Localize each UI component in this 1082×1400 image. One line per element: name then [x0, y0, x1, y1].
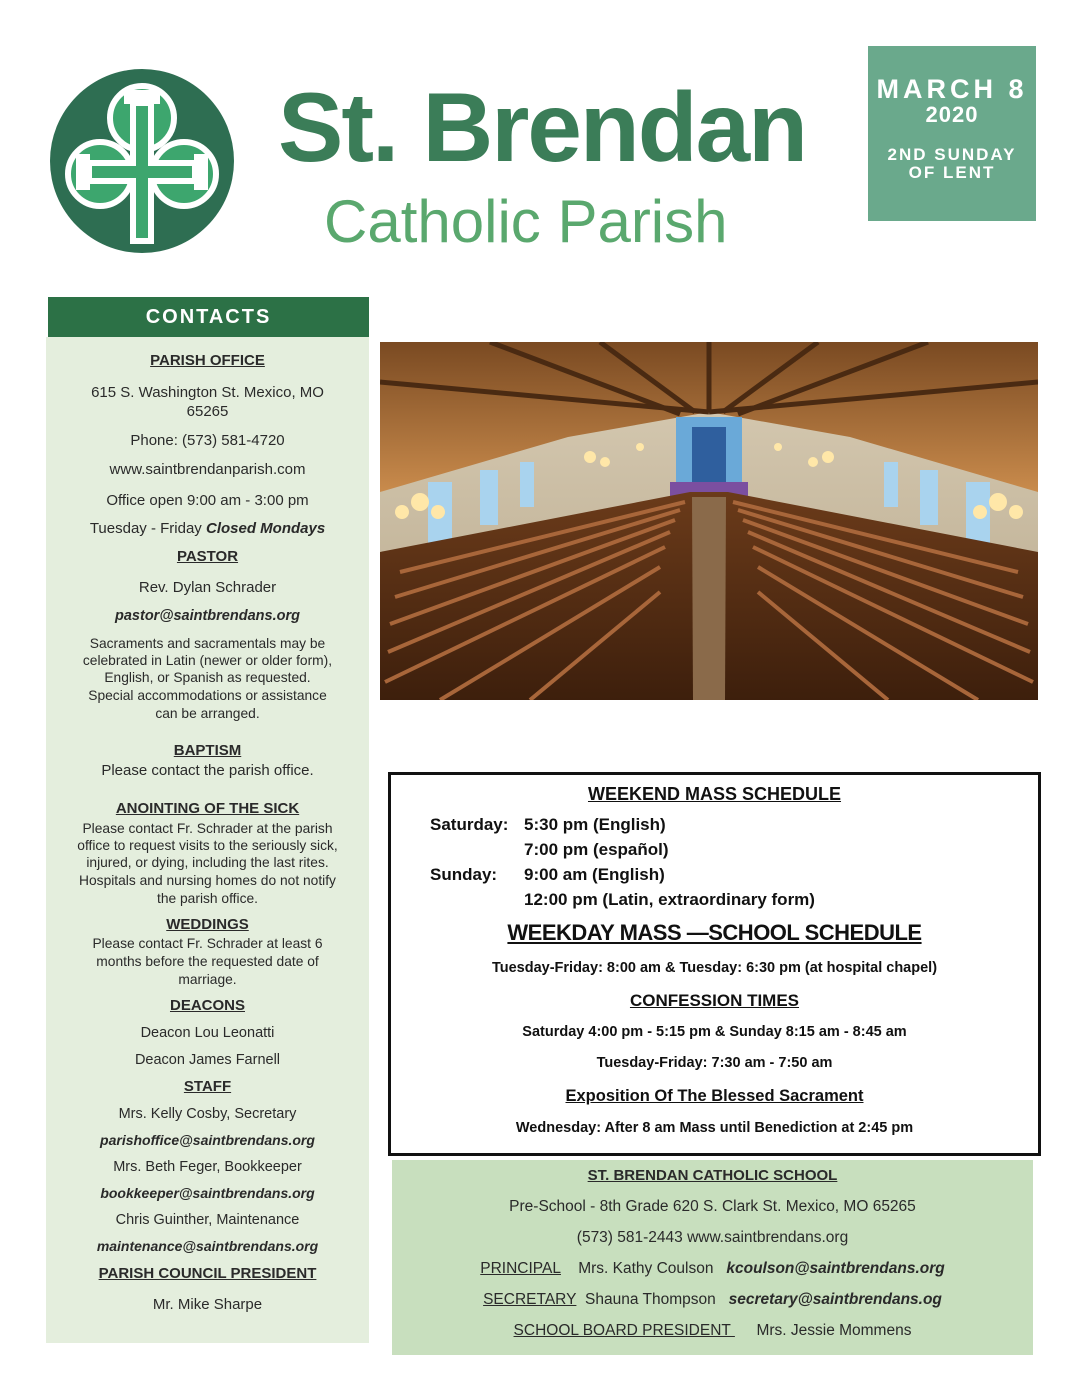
anointing-line-2: office to request visits to the seriously sick, [77, 838, 338, 853]
weddings-line-2: months before the requested date of [96, 954, 319, 969]
weekday-mass-times: Tuesday-Friday: 8:00 am & Tuesday: 6:30 pm (at hospital chapel) [491, 960, 938, 976]
sacraments-note-line-1: Sacraments and sacramentals may be [89, 636, 326, 651]
office-days [46, 520, 369, 538]
pastor-heading: PASTOR [176, 548, 239, 565]
school-secretary-email-link[interactable]: secretary@saintbrendans.og [728, 1291, 942, 1308]
school-heading: ST. BRENDAN CATHOLIC SCHOOL [587, 1167, 838, 1184]
staff-heading: STAFF [183, 1078, 232, 1095]
liturgical-day-line-2: OF LENT [908, 162, 996, 182]
parish-website-link[interactable]: www.saintbrendanparish.com [109, 461, 306, 478]
school-board-president-name: Mrs. Jessie Mommens [756, 1322, 912, 1339]
school-principal-row [392, 1260, 1033, 1278]
contacts-header: CONTACTS [48, 297, 369, 337]
date-month-day: MARCH 8 [876, 74, 1028, 104]
school-board-row [392, 1322, 1033, 1340]
church-interior-photo [380, 342, 1038, 700]
principal-name: Mrs. Kathy Coulson [578, 1260, 714, 1277]
parish-name: St. Brendan [278, 72, 806, 182]
saturday-label: Saturday: [430, 815, 509, 834]
staff-bookkeeper: Mrs. Beth Feger, Bookkeeper [113, 1159, 302, 1175]
weddings-heading: WEDDINGS [166, 916, 249, 933]
parish-address-line-2: 65265 [186, 403, 229, 420]
staff-maintenance-email-link[interactable]: maintenance@saintbrendans.org [96, 1238, 319, 1254]
council-president-name: Mr. Mike Sharpe [152, 1296, 263, 1313]
confession-heading: CONFESSION TIMES [629, 991, 800, 1010]
council-heading: PARISH COUNCIL PRESIDENT [98, 1265, 317, 1282]
date-year: 2020 [925, 102, 979, 127]
parish-subtitle: Catholic Parish [324, 188, 728, 255]
parish-phone: Phone: (573) 581-4720 [130, 432, 285, 449]
school-address: Pre-School - 8th Grade 620 S. Clark St. Mexico, MO 65265 [509, 1198, 916, 1215]
anointing-line-5: the parish office. [157, 891, 258, 906]
principal-email-link[interactable]: kcoulson@saintbrendans.org [726, 1260, 945, 1277]
school-phone-web: (573) 581-2443 www.saintbrendans.org [576, 1229, 849, 1246]
school-secretary-label: SECRETARY [483, 1291, 577, 1308]
saturday-mass-2: 7:00 pm (español) [524, 840, 669, 859]
anointing-line-1: Please contact Fr. Schrader at the parish [82, 821, 333, 836]
parish-address-line-1: 615 S. Washington St. Mexico, MO [91, 384, 324, 401]
sacraments-note-line-2: celebrated in Latin (newer or older form), [82, 653, 333, 668]
sacraments-note-line-5: can be arranged. [155, 706, 260, 721]
saturday-mass-1: 5:30 pm (English) [524, 815, 666, 834]
anointing-line-4: Hospitals and nursing homes do not notify [79, 873, 336, 888]
liturgical-day-line-1: 2ND SUNDAY [887, 145, 1017, 165]
staff-secretary: Mrs. Kelly Cosby, Secretary [118, 1106, 297, 1122]
school-secretary-name: Shauna Thompson [585, 1291, 716, 1308]
office-days-text: Tuesday - Friday [89, 520, 206, 537]
sunday-mass-2: 12:00 pm (Latin, extraordinary form) [524, 890, 815, 909]
sunday-label: Sunday: [430, 865, 498, 884]
staff-maintenance: Chris Guinther, Maintenance [115, 1212, 300, 1228]
parish-office-heading: PARISH OFFICE [150, 352, 265, 369]
confession-times-2: Tuesday-Friday: 7:30 am - 7:50 am [596, 1055, 833, 1071]
confession-times-1: Saturday 4:00 pm - 5:15 pm & Sunday 8:15 am - 8:45 am [522, 1024, 907, 1040]
shamrock-cross-logo-icon [48, 66, 236, 256]
anointing-heading: ANOINTING OF THE SICK [115, 800, 300, 817]
sacraments-note-line-4: Special accommodations or assistance [88, 688, 327, 703]
deacon-2: Deacon James Farnell [134, 1052, 281, 1068]
sacraments-note-line-3: English, or Spanish as requested. [104, 670, 311, 685]
anointing-line-3: injured, or dying, including the last rites. [86, 855, 329, 870]
office-hours: Office open 9:00 am - 3:00 pm [106, 492, 309, 509]
staff-bookkeeper-email-link[interactable]: bookkeeper@saintbrendans.org [100, 1185, 315, 1201]
weekday-mass-heading: WEEKDAY MASS —SCHOOL SCHEDULE [507, 920, 922, 945]
sunday-mass-1: 9:00 am (English) [524, 865, 665, 884]
school-board-label: SCHOOL BOARD PRESIDENT [513, 1322, 735, 1339]
deacons-heading: DEACONS [169, 997, 245, 1014]
school-secretary-row [392, 1291, 1033, 1309]
staff-secretary-email-link[interactable]: parishoffice@saintbrendans.org [100, 1132, 315, 1148]
pastor-email-link[interactable]: pastor@saintbrendans.org [115, 608, 300, 624]
baptism-heading: BAPTISM [173, 742, 242, 759]
pastor-name: Rev. Dylan Schrader [138, 579, 277, 596]
weddings-line-3: marriage. [178, 972, 237, 987]
weekend-mass-heading: WEEKEND MASS SCHEDULE [587, 784, 842, 804]
date-badge [868, 46, 1036, 221]
baptism-text: Please contact the parish office. [101, 762, 314, 779]
exposition-text: Wednesday: After 8 am Mass until Benediction at 2:45 pm [515, 1120, 914, 1136]
closed-mondays-note: Closed Mondays [205, 520, 326, 537]
principal-label: PRINCIPAL [480, 1260, 561, 1277]
deacon-1: Deacon Lou Leonatti [140, 1025, 275, 1041]
weddings-line-1: Please contact Fr. Schrader at least 6 [92, 936, 323, 951]
exposition-heading: Exposition Of The Blessed Sacrament [565, 1087, 864, 1105]
